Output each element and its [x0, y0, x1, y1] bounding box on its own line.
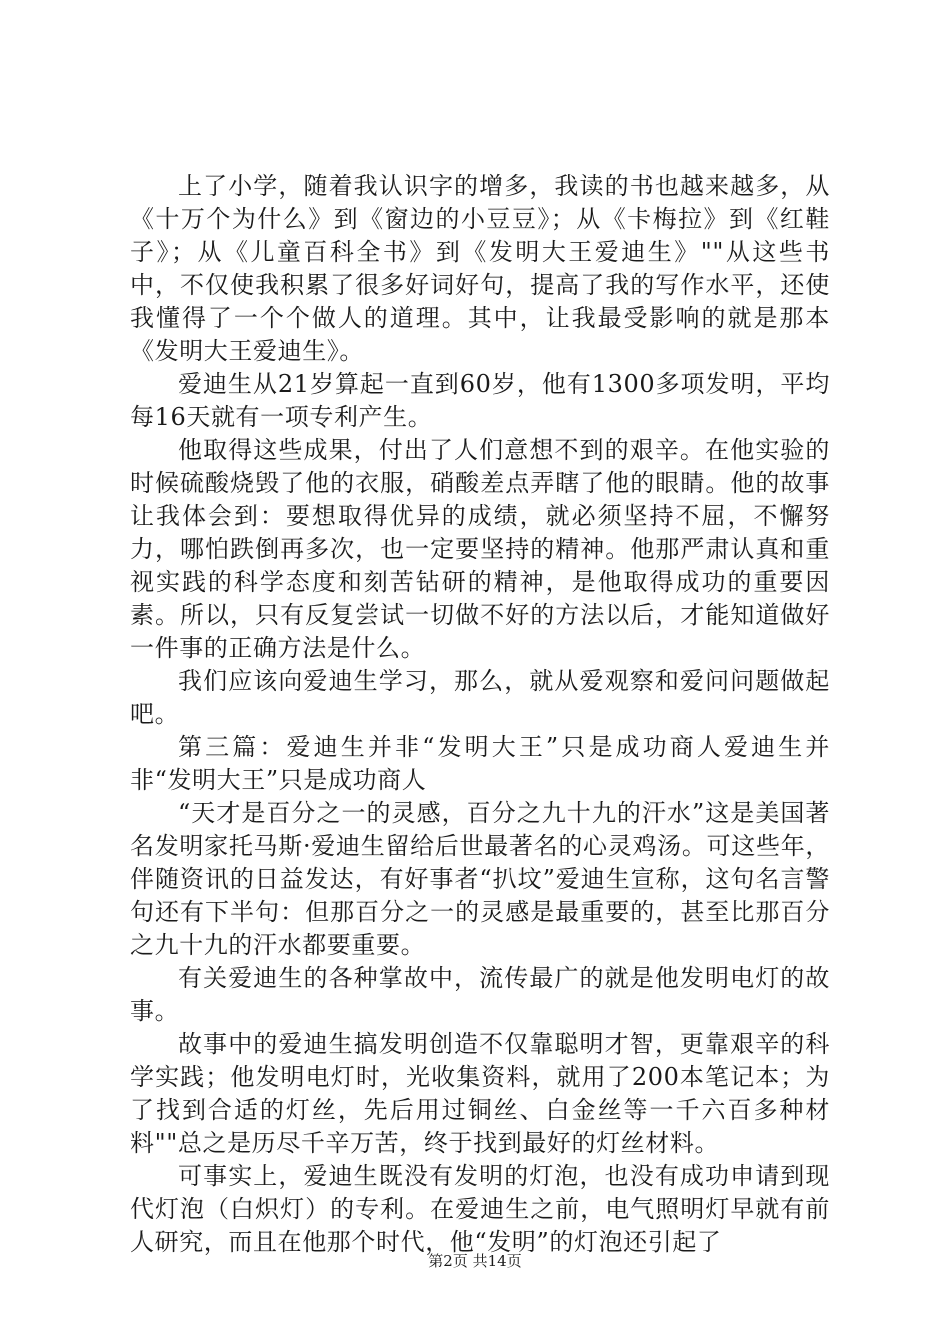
paragraph-learn-from-edison: 我们应该向爱迪生学习，那么，就从爱观察和爱问问题做起吧。 — [130, 667, 830, 728]
paragraph-edison-inventions: 爱迪生从21岁算起一直到60岁，他有1300多项发明，平均每16天就有一项专利产生。 — [130, 370, 830, 431]
document-body — [130, 170, 830, 1259]
paragraph-edison-hardship: 他取得这些成果，付出了人们意想不到的艰辛。在他实验的时候硫酸烧毁了他的衣服，硝酸差点弄瞎了他的眼睛。他的故事让我体会到：要想取得优异的成绩，就必须坚持不屈，不懈努力，哪怕跌倒再多次，也一定要坚持的精神。他那严肃认真和重视实践的科学态度和刻苦钻研的精神，是他取得成功的重要因素。所以，只有反复尝试一切做不好的方法以后，才能知道做好一件事的正确方法是什么。 — [130, 436, 830, 662]
paragraph-actual-facts: 可事实上，爱迪生既没有发明的灯泡，也没有成功申请到现代灯泡（白炽灯）的专利。在爱迪生之前，电气照明灯早就有前人研究，而且在他那个时代，他“发明”的灯泡还引起了 — [130, 1162, 830, 1256]
paragraph-light-bulb-story: 有关爱迪生的各种掌故中，流传最广的就是他发明电灯的故事。 — [130, 964, 830, 1025]
paragraph-experiments: 故事中的爱迪生搞发明创造不仅靠聪明才智，更靠艰辛的科学实践；他发明电灯时，光收集资料，就用了200本笔记本；为了找到合适的灯丝，先后用过铜丝、白金丝等一千六百多种材料""总之是历尽千辛万苦，终于找到最好的灯丝材料。 — [130, 1030, 830, 1157]
paragraph-reading-list: 上了小学，随着我认识字的增多，我读的书也越来越多，从《十万个为什么》到《窗边的小豆豆》；从《卡梅拉》到《红鞋子》；从《儿童百科全书》到《发明大王爱迪生》""从这些书中，不仅使我积累了很多好词好句，提高了我的写作水平，还使我懂得了一个个做人的道理。其中，让我最受影响的就是那本《发明大王爱迪生》。 — [130, 172, 830, 365]
page-number: 第2页 共14页 — [428, 1252, 522, 1270]
paragraph-section-three-title: 第三篇：爱迪生并非“发明大王”只是成功商人爱迪生并非“发明大王”只是成功商人 — [130, 733, 830, 794]
paragraph-genius-quote: “天才是百分之一的灵感，百分之九十九的汗水”这是美国著名发明家托马斯·爱迪生留给后世最著名的心灵鸡汤。可这些年，伴随资讯的日益发达，有好事者“扒坟”爱迪生宣称，这句名言警句还有下半句：但那百分之一的灵感是最重要的，甚至比那百分之九十九的汗水都要重要。 — [130, 799, 830, 959]
page-footer — [0, 1251, 950, 1271]
